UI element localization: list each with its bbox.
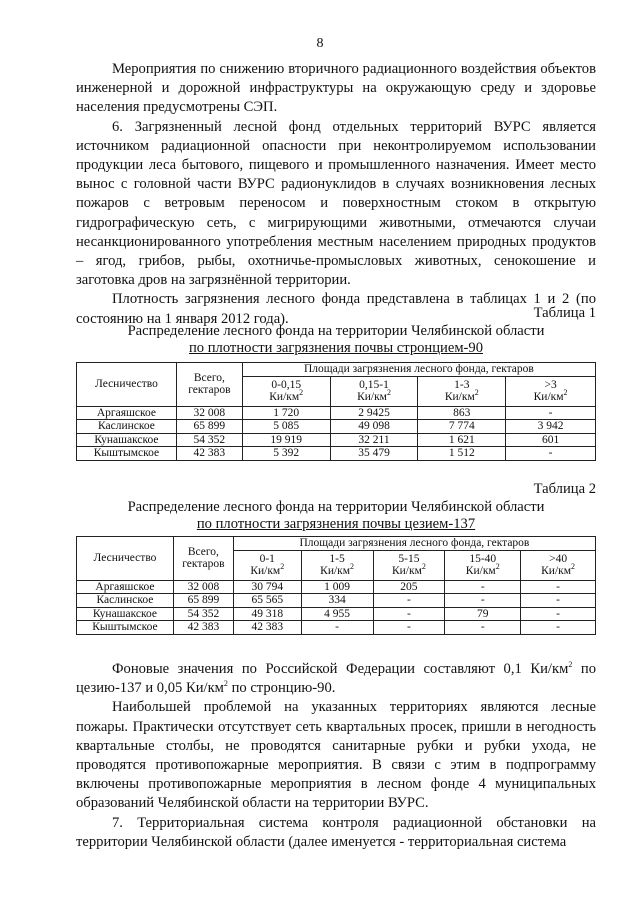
table-cell: 4 955 bbox=[301, 607, 373, 621]
table1-block bbox=[76, 304, 596, 357]
table-cell: 205 bbox=[373, 580, 445, 594]
table2-header-forestry: Лесничество bbox=[77, 537, 174, 581]
table-cell: 32 008 bbox=[173, 580, 233, 594]
table-cell: 32 008 bbox=[176, 406, 242, 420]
table2-header-total: Всего, гектаров bbox=[173, 537, 233, 581]
table-row bbox=[77, 420, 596, 434]
table-cell: 35 479 bbox=[330, 447, 418, 461]
table-cell: - bbox=[445, 621, 521, 635]
table-cell: 54 352 bbox=[173, 607, 233, 621]
page-number: 8 bbox=[316, 36, 324, 51]
table-cell: 334 bbox=[301, 594, 373, 608]
table-cell: 65 899 bbox=[173, 594, 233, 608]
table2-label: Таблица 2 bbox=[533, 481, 596, 497]
table-cell: 30 794 bbox=[233, 580, 301, 594]
table-cell: 5 085 bbox=[242, 420, 330, 434]
table-cell: Каслинское bbox=[77, 594, 174, 608]
table-row bbox=[77, 433, 596, 447]
table-cell: - bbox=[521, 607, 596, 621]
table-cell: Кунашакское bbox=[77, 433, 177, 447]
table-row bbox=[77, 594, 596, 608]
table2-range-header: >40 $Ки/км^2$ bbox=[521, 550, 596, 580]
table-cell: Кунашакское bbox=[77, 607, 174, 621]
table2-title-line2: по плотности загрязнения почвы цезием-137 bbox=[196, 516, 476, 532]
paragraph: Мероприятия по снижению вторичного радиационного воздействия объектов инженерной и дорожной инфраструктуры на окружающую среду и здоровье населения предусмотрены СЭП. bbox=[76, 61, 596, 116]
table-cell: - bbox=[506, 447, 596, 461]
table-cell: 19 919 bbox=[242, 433, 330, 447]
table1-label: Таблица 1 bbox=[533, 305, 596, 321]
table-cell: 7 774 bbox=[418, 420, 506, 434]
table-row bbox=[77, 607, 596, 621]
table-cell: - bbox=[521, 621, 596, 635]
table-row bbox=[77, 406, 596, 420]
table-cell: - bbox=[506, 406, 596, 420]
table-cell: 79 bbox=[445, 607, 521, 621]
table-cell: - bbox=[521, 580, 596, 594]
table1-range-header: 1-3 $Ки/км^2$ bbox=[418, 376, 506, 406]
table-cell: - bbox=[373, 621, 445, 635]
table-cell: 42 383 bbox=[173, 621, 233, 635]
table-cell: 42 383 bbox=[176, 447, 242, 461]
table-cell: 1 009 bbox=[301, 580, 373, 594]
top-text-block bbox=[76, 60, 596, 329]
table2-range-header: 1-5 $Ки/км^2$ bbox=[301, 550, 373, 580]
paragraph: Наибольшей проблемой на указанных территориях являются лесные пожары. Практически отсутствует сеть квартальных просек, пришли в негодность квартальные столбы, не проводятся санитарные рубки и рубки ухода, не проводятся противопожарные мероприятия. В связи с этим в подпрограмму включены противопожарные мероприятия в лесном фонде 4 муниципальных образований Челябинской области на территории ВУРС. bbox=[76, 699, 596, 812]
table2-header-area: Площади загрязнения лесного фонда, гектаров bbox=[233, 537, 595, 551]
paragraph: 6. Загрязненный лесной фонд отдельных территорий ВУРС является источником радиационной опасности при неконтролируемом использовании продукции леса бытового, пищевого и промышленного назначения. Имеет место вынос с головной части ВУРС радионуклидов в случаях возникновения лесных пожаров с ветровым переносом и поверхностным стоком в открытую гидрографическую сеть, с мигрирующими животными, отмечаются случаи несанкционированного употребления местным населением природных продуктов – ягод, грибов, рыбы, охотничье-промысловых животных, сенокошение и заготовка дров на загрязнённой территории. bbox=[76, 118, 596, 289]
table-cell: - bbox=[445, 580, 521, 594]
table-cell: 3 942 bbox=[506, 420, 596, 434]
table-cell: 65 565 bbox=[233, 594, 301, 608]
table1-range-header: >3 $Ки/км^2$ bbox=[506, 376, 596, 406]
background-values-paragraph: Фоновые значения по Российской Федерации составляют 0,1 $Ки/км^2$ по цезию-137 и 0,05 $Ки/км^2$ по стронцию-90. bbox=[76, 660, 596, 697]
table-cell: Кыштымское bbox=[77, 447, 177, 461]
table-cell: - bbox=[373, 607, 445, 621]
table-cell: 49 318 bbox=[233, 607, 301, 621]
table1-header-forestry: Лесничество bbox=[77, 363, 177, 407]
table-row bbox=[77, 621, 596, 635]
paragraph: 7. Территориальная система контроля радиационной обстановки на территории Челябинской области (далее именуется - территориальная система bbox=[76, 814, 596, 850]
table-cell: Каслинское bbox=[77, 420, 177, 434]
table-cell: Аргаяшское bbox=[77, 580, 174, 594]
table-cell: 54 352 bbox=[176, 433, 242, 447]
bottom-text-block bbox=[76, 660, 596, 852]
table-cell: 1 720 bbox=[242, 406, 330, 420]
table1-header-total: Всего, гектаров bbox=[176, 363, 242, 407]
table1-range-header: 0,15-1 $Ки/км^2$ bbox=[330, 376, 418, 406]
table-cell: - bbox=[373, 594, 445, 608]
table1-range-header: 0-0,15 $Ки/км^2$ bbox=[242, 376, 330, 406]
table1 bbox=[76, 362, 596, 461]
table2-range-header: 0-1 $Ки/км^2$ bbox=[233, 550, 301, 580]
table-cell: - bbox=[301, 621, 373, 635]
table2 bbox=[76, 536, 596, 635]
table-row bbox=[77, 580, 596, 594]
table-cell: 1 512 bbox=[418, 447, 506, 461]
table-cell: Аргаяшское bbox=[77, 406, 177, 420]
table-cell: 32 211 bbox=[330, 433, 418, 447]
table-cell: 65 899 bbox=[176, 420, 242, 434]
table1-header-area: Площади загрязнения лесного фонда, гектаров bbox=[242, 363, 595, 377]
table2-title-line1: Распределение лесного фонда на территории Челябинской области bbox=[127, 499, 545, 515]
table-cell: 1 621 bbox=[418, 433, 506, 447]
table-cell: 2 9425 bbox=[330, 406, 418, 420]
paragraph: Плотность загрязнения лесного фонда представлена в таблицах 1 и 2 (по состоянию на 1 января 2012 года). bbox=[76, 291, 596, 327]
table1-title-line1: Распределение лесного фонда на территории Челябинской области bbox=[127, 323, 545, 339]
table-cell: 5 392 bbox=[242, 447, 330, 461]
table2-range-header: 15-40 $Ки/км^2$ bbox=[445, 550, 521, 580]
table-cell: - bbox=[521, 594, 596, 608]
table-cell: - bbox=[445, 594, 521, 608]
table-cell: 42 383 bbox=[233, 621, 301, 635]
table1-title-line2: по плотности загрязнения почвы стронцием-90 bbox=[188, 340, 484, 356]
table-cell: 49 098 bbox=[330, 420, 418, 434]
table-cell: 601 bbox=[506, 433, 596, 447]
table-row bbox=[77, 447, 596, 461]
table2-block bbox=[76, 480, 596, 533]
table-cell: Кыштымское bbox=[77, 621, 174, 635]
table-cell: 863 bbox=[418, 406, 506, 420]
table2-range-header: 5-15 $Ки/км^2$ bbox=[373, 550, 445, 580]
